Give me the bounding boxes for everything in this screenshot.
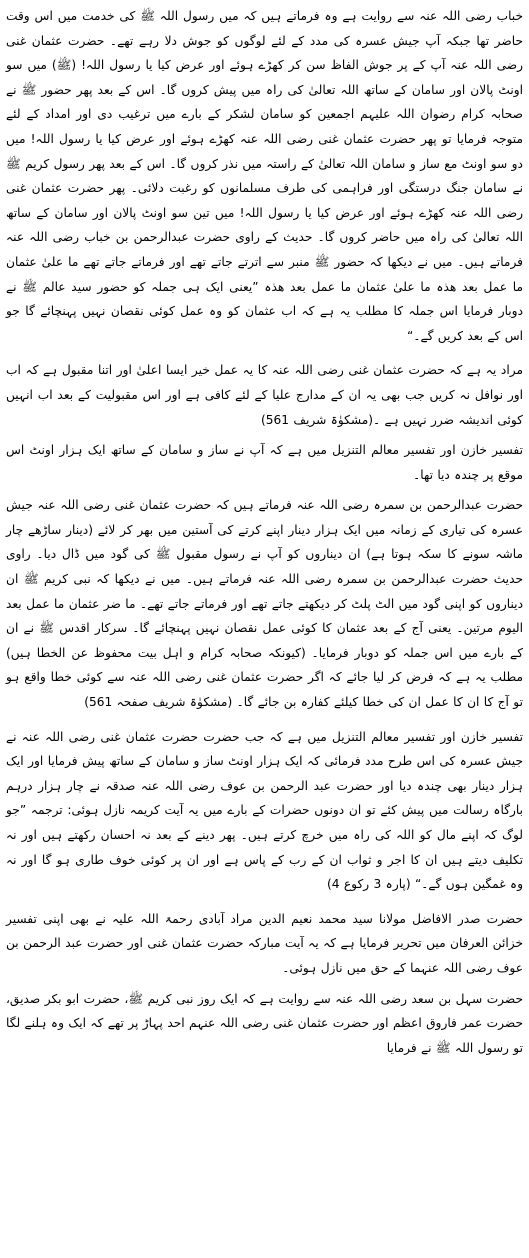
paragraph-jaish-usrah-hadith: خباب رضی اللہ عنہ سے روایت ہے وہ فرماتے ہیں کہ میں رسول اللہ ﷺ کی خدمت میں اس وقت حاضر تھا جبکہ آپ جیش عسرہ کی مدد کے لئے لوگوں کو جوش دلا رہے تھے۔ حضرت عثمان غنی رضی اللہ عنہ آپ کے پر جوش الفاظ سن کر کھڑے ہوئے اور عرض کیا یا رسول اللہ! (ﷺ) میں سو اونٹ پالان اور سامان کے ساتھ اللہ تعالیٰ کی راہ میں پیش کروں گا۔ اس کے بعد پھر حضور ﷺ نے صحابہ کرام رضوان اللہ علیہم اجمعین کو سامان لشکر کے بارے میں ترغیب دی اور امداد کے لئے متوجہ فرمایا تو پھر حضرت عثمان غنی رضی اللہ عنہ کھڑے ہوئے اور عرض کیا یا رسول اللہ! میں دو سو اونٹ مع ساز و سامان اللہ تعالیٰ کے راستہ میں نذر کروں گا۔ اس کے بعد پھر رسول کریم ﷺ نے سامان جنگ درستگی اور فراہمی کی طرف مسلمانوں کو رغبت دلائی۔ پھر حضرت عثمان غنی رضی اللہ عنہ کھڑے ہوئے اور عرض کیا یا رسول اللہ! میں تین سو اونٹ پالان اور سامان کے ساتھ اللہ تعالیٰ کی راہ میں حاضر کروں گا۔ حدیث کے راوی حضرت عبدالرحمن بن خباب رضی اللہ عنہ فرماتے ہیں۔ میں نے دیکھا کہ حضور ﷺ منبر سے اترتے جاتے تھے اور فرماتے جاتے تھے ما علیٰ عثمان ما عمل بعد ھذہ ما علیٰ عثمان ما عمل بعد ھذہ ”یعنی ایک ہی جملہ کو حضور سید عالم ﷺ نے دوبار فرمایا اس جملہ کا مطلب یہ ہے کہ اب عثمان کو وہ عمل کوئی نقصان نہیں پہنچائے گا جو اس کے بعد کریں گے۔“ xyxy=(6,9,523,343)
paragraph-tafsir-ayat: تفسیر خازن اور تفسیر معالم التنزیل میں ہے کہ جب حضرت حضرت عثمان غنی رضی اللہ عنہ نے جیش عسرہ کی اس طرح مدد فرمائی کہ ایک ہزار اونٹ ساز و سامان کے ساتھ پیش فرمایا اور ایک ہزار دینار بھی چندہ دیا اور حضرت عبد الرحمن بن عوف رضی اللہ عنہ صدقہ نے چار ہزار درہم بارگاہ رسالت میں پیش کئے تو ان دونوں حضرات کے بارے میں یہ آیت کریمہ نازل ہوئی: ترجمہ ”جو لوگ کہ اپنے مال کو اللہ کی راہ میں خرچ کرتے ہیں۔ پھر دینے کے بعد نہ احسان رکھتے ہیں اور نہ تکلیف دیتے ہیں ان کا اجر و ثواب ان کے رب کے پاس ہے اور ان پر کوئی خوف طاری ہو گا اور نہ وہ غمگین ہوں گے۔“ (پارہ 3 رکوع 4) xyxy=(6,729,523,892)
paragraph-sahl-bin-saad: حضرت سہل بن سعد رضی اللہ عنہ سے روایت ہے کہ ایک روز نبی کریم ﷺ، حضرت ابو بکر صدیق، حضرت عمر فاروق اعظم اور حضرت عثمان غنی رضی اللہ عنہم احد پہاڑ پر تھے کہ ایک وہ ہلنے لگا تو رسول اللہ ﷺ نے فرمایا xyxy=(6,991,523,1055)
paragraph-khazain-ul-irfan: حضرت صدر الافاضل مولانا سید محمد نعیم الدین مراد آبادی رحمۃ اللہ علیہ نے بھی اپنی تفسیر خزائن العرفان میں تحریر فرمایا ہے کہ یہ آیت مبارکہ حضرت عثمان غنی اور حضرت عبد الرحمن بن عوف رضی اللہ عنہما کے حق میں نازل ہوئی۔ xyxy=(6,911,523,975)
paragraph-abdurrahman-bin-samurah: حضرت عبدالرحمن بن سمرہ رضی اللہ عنہ فرماتے ہیں کہ حضرت عثمان غنی رضی اللہ عنہ جیش عسرہ کی تیاری کے زمانہ میں ایک ہزار دینار اپنے کرتے کی آستین میں بھر کر لائے (دینار ساڑھے چار ماشہ سونے کا سکہ ہوتا ہے) ان دیناروں کو آپ نے رسول مقبول ﷺ کی گود میں ڈال دیا۔ راوی حدیث حضرت عبدالرحمن بن سمرہ رضی اللہ عنہ فرماتے ہیں۔ میں نے دیکھا کہ نبی کریم ﷺ ان دیناروں کو اپنی گود میں الٹ پلٹ کر دیکھتے جاتے تھے اور فرماتے جاتے تھے۔ ما ضر عثمان ما عمل بعد الیوم مرتین۔ یعنی آج کے بعد عثمان کا کوئی عمل نقصان نہیں پہنچائے گا۔ سرکار اقدس ﷺ نے ان کے بارے میں اس جملہ کو دوبار فرمایا۔ (کیونکہ صحابہ کرام و اہل بیت محفوظ عن الخطا ہیں) مطلب یہ ہے کہ فرض کر لیا جائے کہ اگر حضرت عثمان غنی رضی اللہ عنہ سے کوئی خطا واقع ہو تو آج کا ان کا عمل ان کی خطا کیلئے کفارہ بن جائے گا۔ (مشکوٰۃ شریف صفحہ 561) xyxy=(6,498,523,710)
paragraph-explanation: مراد یہ ہے کہ حضرت عثمان غنی رضی اللہ عنہ کا یہ عمل خیر ایسا اعلیٰ اور اتنا مقبول ہے کہ اب اور نوافل نہ کریں جب بھی یہ ان کے مدارج علیا کے لئے کافی ہے اور اس مقبولیت کے بعد اب انہیں کوئی اندیشہ ضرر نہیں ہے ۔(مشکوٰۃ شریف 561) xyxy=(6,363,523,427)
paragraph-tafsir-khazin: تفسیر خازن اور تفسیر معالم التنزیل میں ہے کہ آپ نے ساز و سامان کے ساتھ ایک ہزار اونٹ اس موقع پر چندہ دیا تھا۔ xyxy=(6,443,523,482)
